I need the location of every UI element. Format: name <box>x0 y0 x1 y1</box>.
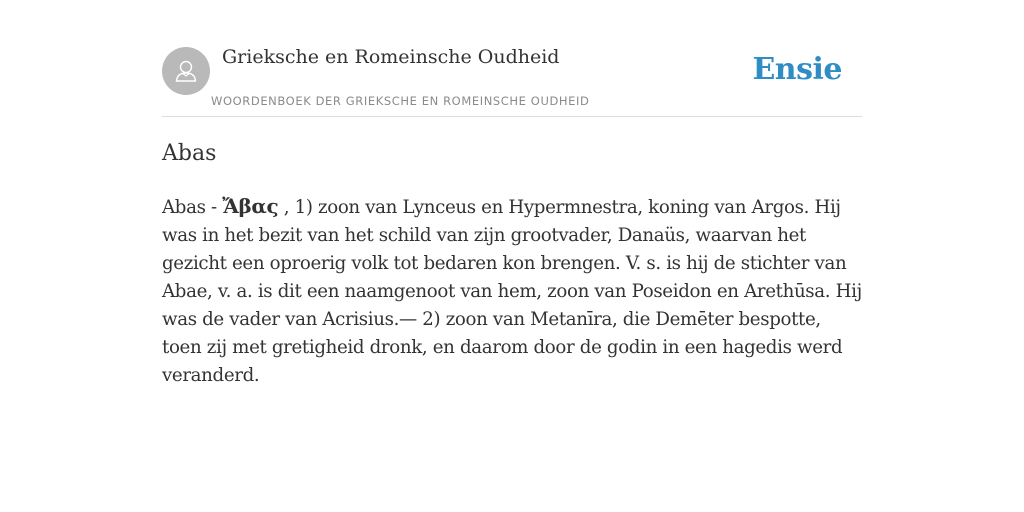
header <box>162 0 862 117</box>
brand-logo[interactable]: Ensie <box>752 52 842 87</box>
entry-body <box>162 192 862 390</box>
entry-text: , 1) zoon van Lynceus en Hypermnestra, koning van Argos. Hij was in het bezit van het schild van zijn grootvader, Danaüs, waarvan het gezicht een oproerig volk tot bedaren kon brengen. V. s. is hij de stichter van Abae, v. a. is dit een naamgenoot van hem, zoon van Poseidon en Arethūsa. Hij was de vader van Acrisius.— 2) zoon van Metanīra, die Demēter bespotte, toen zij met gretigheid dronk, en daarom door de godin in een hagedis werd veranderd. <box>162 197 862 386</box>
entry-lead: Abas - <box>162 197 223 218</box>
entry-title: Abas <box>162 141 217 166</box>
entry-greek-term: Ἄβας <box>222 194 279 218</box>
avatar[interactable] <box>162 47 210 95</box>
user-icon <box>172 57 200 85</box>
page-container <box>162 0 862 386</box>
site-subtitle[interactable]: WOORDENBOEK DER GRIEKSCHE EN ROMEINSCHE OUDHEID <box>211 94 590 108</box>
site-title[interactable]: Grieksche en Romeinsche Oudheid <box>222 46 560 68</box>
